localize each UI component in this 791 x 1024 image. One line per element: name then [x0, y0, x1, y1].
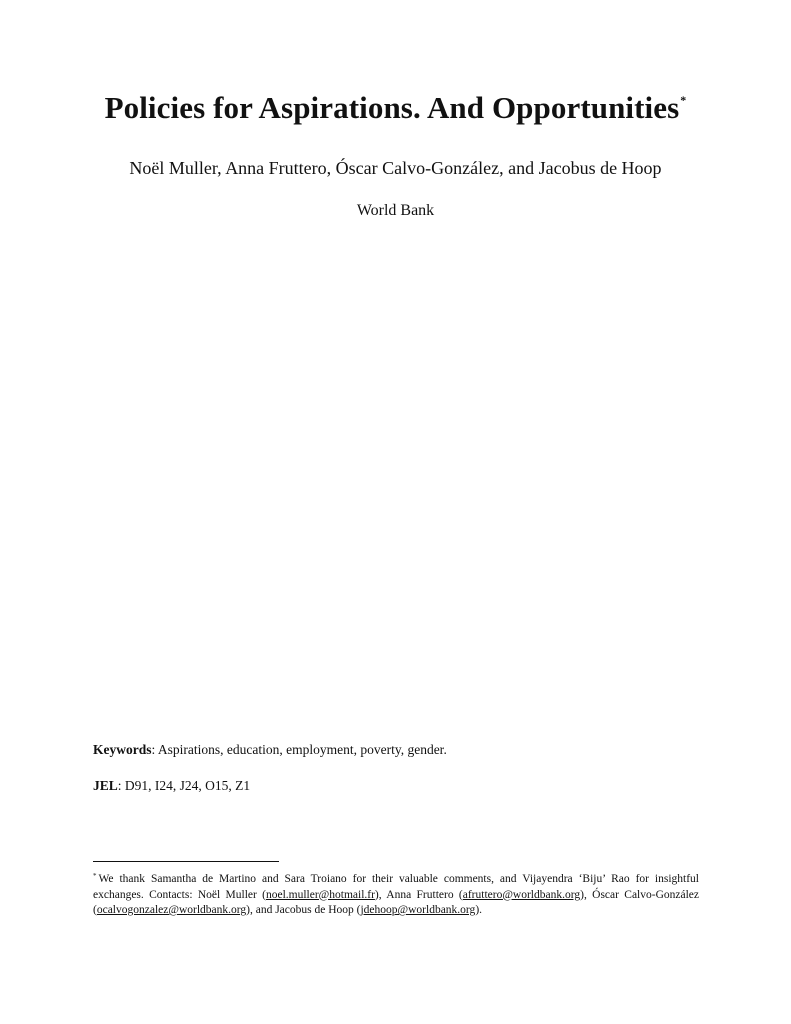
- keywords-label: Keywords: [93, 742, 152, 757]
- jel-line: [93, 778, 703, 794]
- email-link-fruttero[interactable]: afruttero@worldbank.org: [462, 888, 581, 901]
- keywords-line: [93, 742, 703, 758]
- footnote-text-5: ).: [475, 904, 483, 916]
- footnote-text-3: ), Óscar Calvo-González (: [93, 888, 699, 916]
- email-link-de-hoop[interactable]: jdehoop@worldbank.org: [360, 904, 476, 916]
- footnote-text-4: ), and Jacobus de Hoop (: [246, 904, 361, 916]
- footnote-text-2: ), Anna Fruttero (: [374, 888, 463, 901]
- keywords-text: : Aspirations, education, employment, poverty, gender.: [151, 742, 447, 757]
- email-link-muller[interactable]: noel.muller@hotmail.fr: [265, 888, 375, 901]
- affiliation: World Bank: [356, 202, 435, 219]
- email-link-calvo-gonzalez[interactable]: ocalvogonzalez@worldbank.org: [96, 904, 247, 916]
- paper-title: [0, 90, 791, 126]
- author-list: Noël Muller, Anna Fruttero, Óscar Calvo-González, and Jacobus de Hoop: [129, 158, 662, 178]
- jel-label: JEL: [93, 778, 118, 793]
- footnote: [93, 869, 699, 919]
- footnote-mark: *: [93, 872, 97, 880]
- title-footnote-mark: *: [680, 93, 687, 107]
- footnote-text-1: We thank Samantha de Martino and Sara Troiano for their valuable comments, and Vijayendra ‘Biju’ Rao for insightful exchanges. Contacts: Noël Muller (: [93, 873, 699, 901]
- jel-text: : D91, I24, J24, O15, Z1: [117, 778, 251, 793]
- footnote-divider: [93, 861, 279, 862]
- paper-title-text: Policies for Aspirations. And Opportunities: [104, 90, 680, 125]
